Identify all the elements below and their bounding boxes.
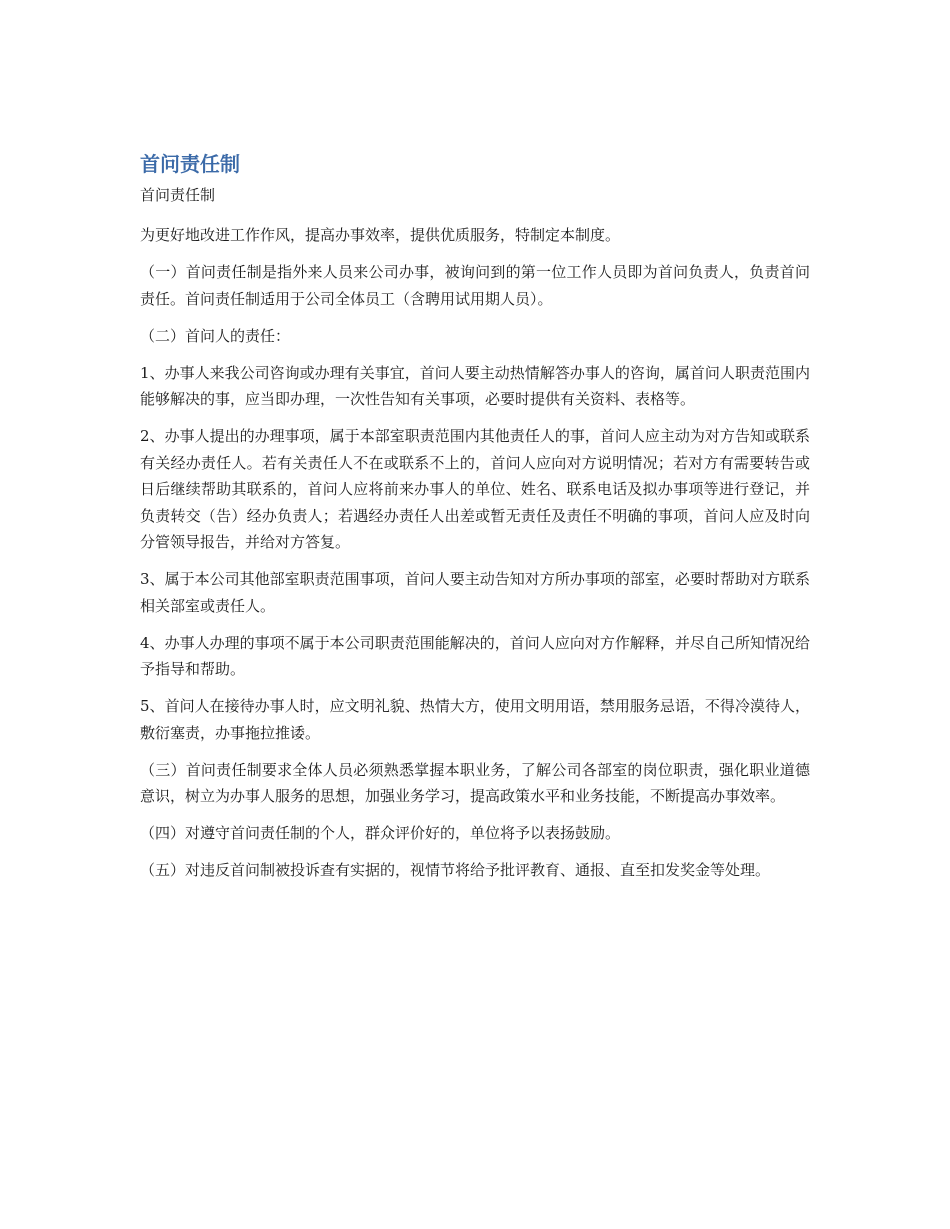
- paragraph-item-5: 5、首问人在接待办事人时，应文明礼貌、热情大方，使用文明用语，禁用服务忌语，不得冷漠待人，敷衍塞责，办事拖拉推诿。: [140, 697, 810, 742]
- paragraph-item-4: 4、办事人办理的事项不属于本公司职责范围能解决的，首问人应向对方作解释，并尽自己所知情况给予指导和帮助。: [140, 633, 810, 678]
- paragraph-item-3: 3、属于本公司其他部室职责范围事项，首问人要主动告知对方所办事项的部室，必要时帮助对方联系相关部室或责任人。: [140, 570, 810, 615]
- paragraph-item-1: 1、办事人来我公司咨询或办理有关事宜，首问人要主动热情解答办事人的咨询，属首问人职责范围内能够解决的事，应当即办理，一次性告知有关事项，必要时提供有关资料、表格等。: [140, 363, 810, 408]
- paragraph-section-5: （五）对违反首问制被投诉查有实据的，视情节将给予批评教育、通报、直至扣发奖金等处理。: [140, 861, 771, 879]
- paragraph-section-1: （一）首问责任制是指外来人员来公司办事，被询问到的第一位工作人员即为首问负责人，负责首问责任。首问责任制适用于公司全体员工（含聘用试用期人员）。: [140, 263, 810, 308]
- paragraph-item-2: 2、办事人提出的办理事项，属于本部室职责范围内其他责任人的事，首问人应主动为对方告知或联系有关经办责任人。若有关责任人不在或联系不上的，首问人应向对方说明情况；若对方有需要转告或日后继续帮助其联系的，首问人应将前来办事人的单位、姓名、联系电话及拟办事项等进行登记，并负责转交（告）经办负责人；若遇经办责任人出差或暂无责任及责任不明确的事项，首问人应及时向分管领导报告，并给对方答复。: [140, 427, 810, 551]
- paragraph-section-2-heading: （二）首问人的责任：: [140, 326, 291, 345]
- document-title: 首问责任制: [140, 152, 240, 176]
- document-subtitle: 首问责任制: [140, 186, 216, 204]
- paragraph-intro: 为更好地改进工作作风，提高办事效率，提供优质服务，特制定本制度。: [140, 226, 621, 244]
- paragraph-section-4: （四）对遵守首问责任制的个人，群众评价好的，单位将予以表扬鼓励。: [140, 824, 621, 842]
- document-page: [140, 148, 810, 894]
- paragraph-section-3: （三）首问责任制要求全体人员必须熟悉掌握本职业务，了解公司各部室的岗位职责，强化职业道德意识，树立为办事人服务的思想，加强业务学习，提高政策水平和业务技能，不断提高办事效率。: [140, 760, 810, 805]
